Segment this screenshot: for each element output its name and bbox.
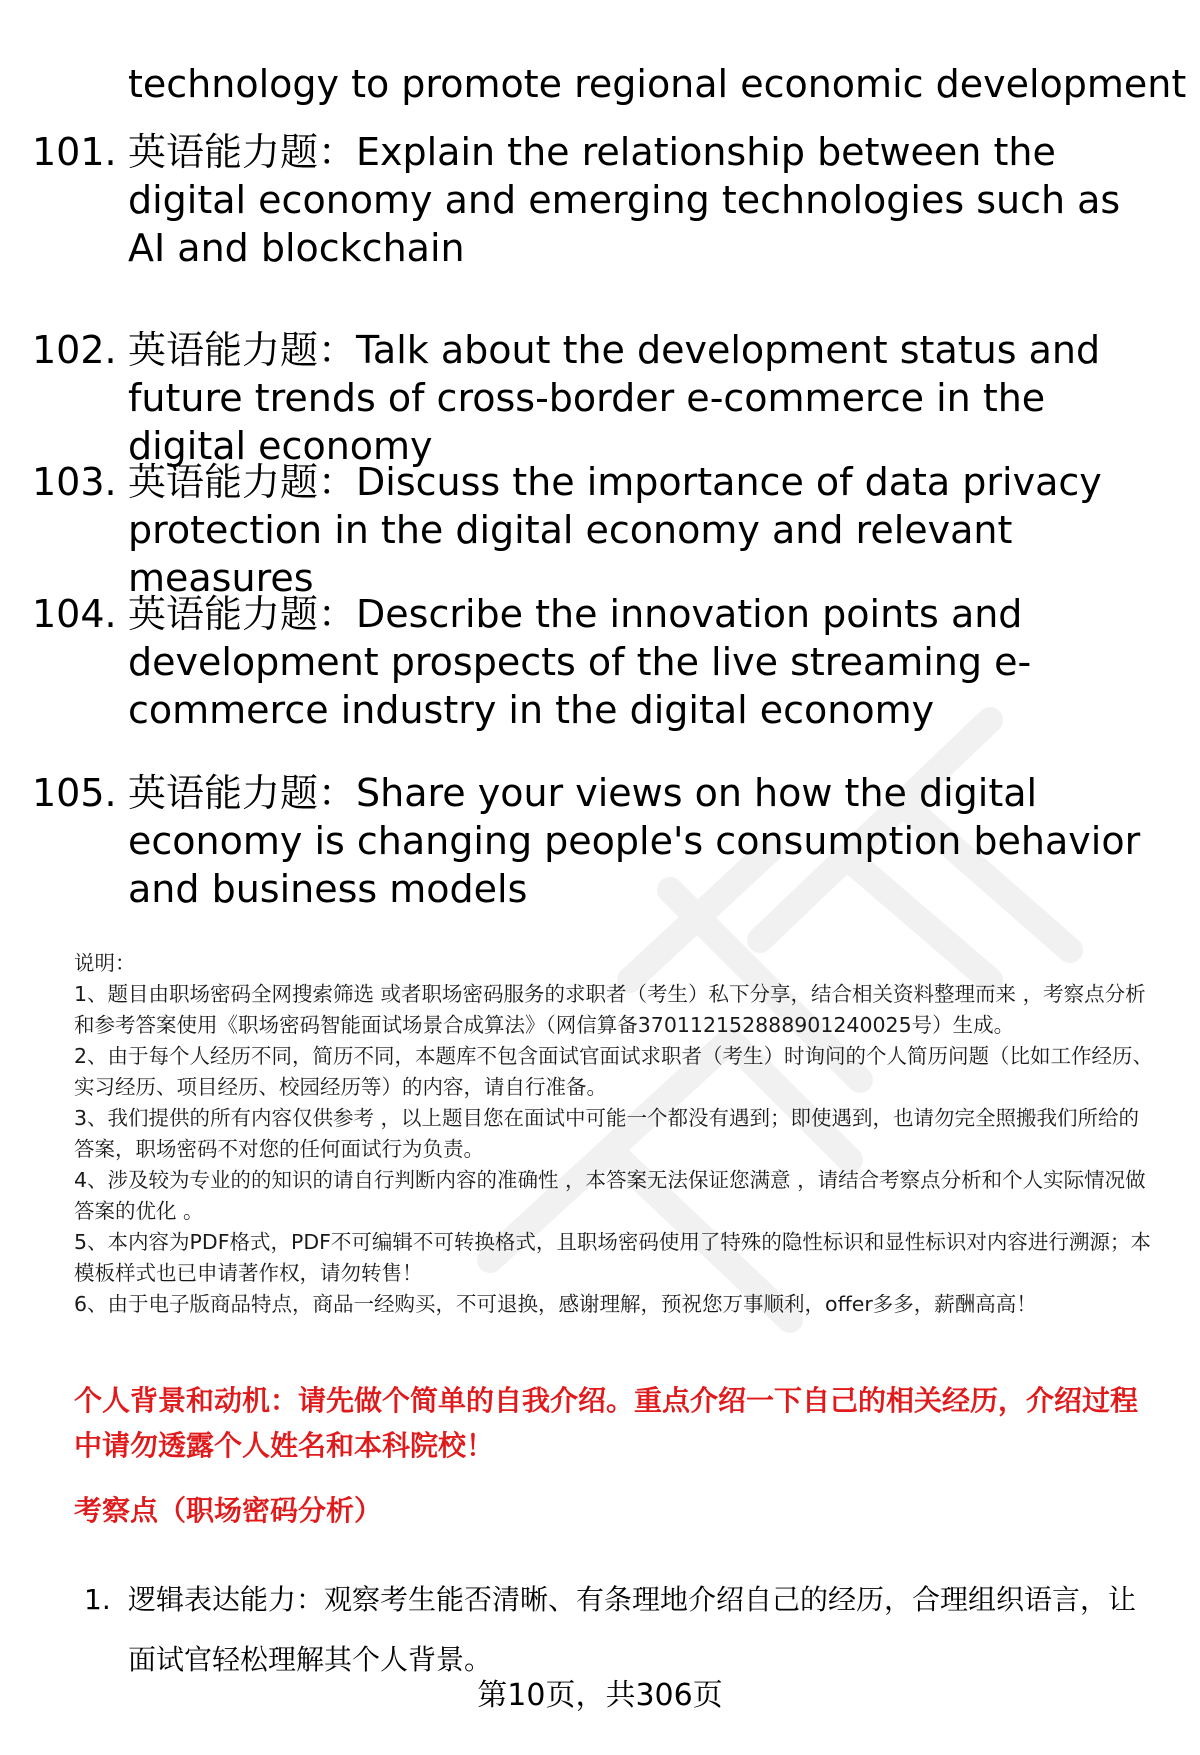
question-text: 英语能力题：Talk about the development status and future trends of cross-border e-commerce in the digital economy xyxy=(128,328,1101,468)
question-number: 103. xyxy=(32,460,117,504)
section-subheading: 考察点（职场密码分析） xyxy=(74,1494,383,1527)
list-item-number: 1. xyxy=(84,1583,111,1616)
disclaimer-notes xyxy=(74,948,1159,1320)
list-item xyxy=(84,1570,1164,1690)
notes-item: 5、本内容为PDF格式，PDF不可编辑不可转换格式，且职场密码使用了特殊的隐性标识和显性标识对内容进行溯源；本模板样式也已申请著作权，请勿转售！ xyxy=(74,1230,1151,1285)
notes-item: 2、由于每个人经历不同，简历不同，本题库不包含面试官面试求职者（考生）时询问的个人简历问题（比如工作经历、实习经历、项目经历、校园经历等）的内容，请自行准备。 xyxy=(74,1044,1154,1099)
section-heading: 个人背景和动机：请先做个简单的自我介绍。重点介绍一下自己的相关经历，介绍过程中请勿透露个人姓名和本科院校！ xyxy=(74,1384,1139,1462)
question-item xyxy=(32,458,1152,602)
notes-item: 6、由于电子版商品特点，商品一经购买，不可退换，感谢理解，预祝您万事顺利，offer多多，薪酬高高！ xyxy=(74,1292,1037,1316)
question-text: 英语能力题：Explain the relationship between the digital economy and emerging technologies such as AI and blockchain xyxy=(128,130,1121,270)
continuation-line: technology to promote regional economic development xyxy=(128,62,1187,106)
question-number: 101. xyxy=(32,130,117,174)
question-number: 105. xyxy=(32,771,117,815)
page-footer: 第10页，共306页 xyxy=(477,1678,723,1713)
question-item xyxy=(32,590,1152,734)
question-text: 英语能力题：Discuss the importance of data privacy protection in the digital economy and relevant measures xyxy=(128,460,1102,600)
list-item-text: 逻辑表达能力：观察考生能否清晰、有条理地介绍自己的经历，合理组织语言，让面试官轻松理解其个人背景。 xyxy=(128,1583,1137,1676)
notes-item: 1、题目由职场密码全网搜索筛选 或者职场密码服务的求职者（考生）私下分享，结合相关资料整理而来 ，考察点分析和参考答案使用《职场密码智能面试场景合成算法》（网信算备370112152888901240025号）生成。 xyxy=(74,982,1146,1037)
notes-title: 说明： xyxy=(74,951,136,975)
question-item xyxy=(32,128,1152,272)
question-number: 104. xyxy=(32,592,117,636)
question-number: 102. xyxy=(32,328,117,372)
notes-item: 3、我们提供的所有内容仅供参考 ，以上题目您在面试中可能一个都没有遇到；即使遇到，也请勿完全照搬我们所给的答案，职场密码不对您的任何面试行为负责。 xyxy=(74,1106,1140,1161)
question-text: 英语能力题：Describe the innovation points and development prospects of the live streaming e-commerce industry in the digital economy xyxy=(128,592,1032,732)
question-item xyxy=(32,326,1152,470)
notes-item: 4、涉及较为专业的的知识的请自行判断内容的准确性 ，本答案无法保证您满意 ，请结合考察点分析和个人实际情况做答案的优化 。 xyxy=(74,1168,1146,1223)
question-text: 英语能力题：Share your views on how the digital economy is changing people's consumption behavior and business models xyxy=(128,771,1141,911)
question-item xyxy=(32,769,1152,913)
